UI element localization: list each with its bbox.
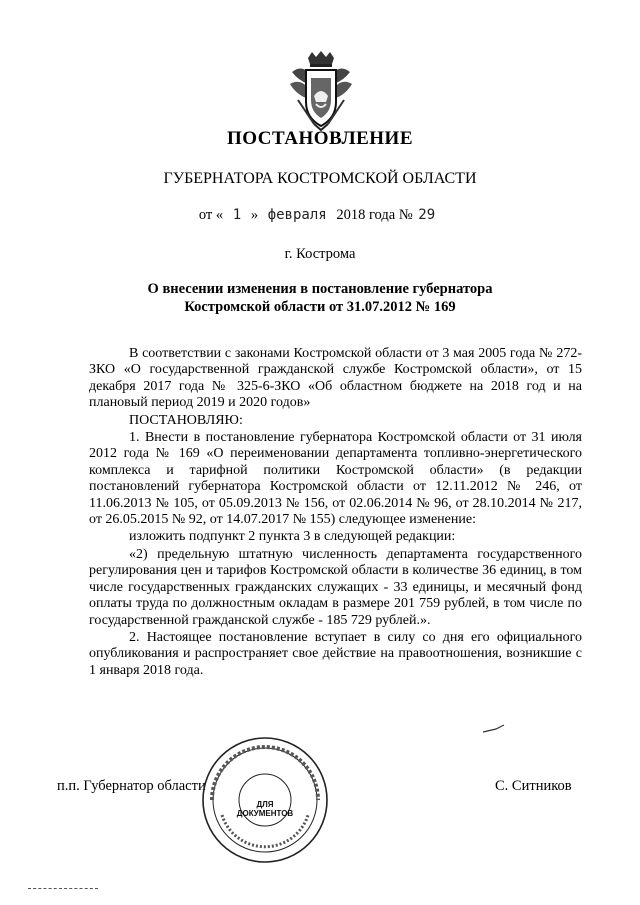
heading-line-2: Костромской области от 31.07.2012 № 169 [184, 299, 456, 315]
coat-of-arms-icon [288, 50, 354, 132]
handwritten-mark-icon [482, 724, 506, 734]
stamp-text: ДЛЯ ДОКУМЕНТОВ [236, 800, 294, 818]
document-subtitle: ГУБЕРНАТОРА КОСТРОМСКОЙ ОБЛАСТИ [163, 170, 477, 187]
paragraph-preamble: В соответствии с законами Костромской области от 3 мая 2005 года № 272-ЗКО «О государственной гражданской службе Костромской области», от 15 декабря 2017 года № 325-6-ЗКО «Об областном бюджете на 2018 год и на плановый период 2019 и 2020 годов» [89, 346, 582, 411]
date-day: 1 [232, 207, 242, 223]
date-year: 2018 года [336, 207, 396, 223]
paragraph-decree: ПОСТАНОВЛЯЮ: [129, 412, 243, 428]
paragraph-item-2: 2. Настоящее постановление вступает в силу со дня его официального опубликования и распространяет свое действие на правоотношения, возникшие с 1 января 2018 года. [89, 629, 582, 678]
document-city: г. Кострома [284, 246, 356, 262]
date-month: февраля [267, 207, 327, 223]
document-heading [120, 280, 520, 316]
document-number: 29 [418, 207, 436, 223]
document-date-line [0, 207, 640, 224]
signature-name: С. Ситников [495, 778, 572, 794]
signature-position: п.п. Губернатор области [57, 778, 206, 794]
date-quote-close: » [250, 207, 259, 223]
document-body [89, 346, 582, 679]
footer-divider [28, 888, 98, 889]
paragraph-instruction: изложить подпункт 2 пункта 3 в следующей редакции: [129, 529, 456, 545]
paragraph-subitem-2: «2) предельную штатную численность департамента государственного регулирования цен и тарифов Костромской области в количестве 36 единиц, в том числе государственных гражданских служащих - 33 единицы, и месячный фонд оплаты труда по должностным окладам в размере 201 759 рублей, в том числе по государственной гражданской службе - 185 729 рублей.». [89, 546, 582, 628]
paragraph-item-1: 1. Внести в постановление губернатора Костромской области от 31 июля 2012 года № 169 «О переименовании департамента топливно-энергетического комплекса и тарифной политики Костромской области» (в редакции постановлений губернатора Костромской области от 12.11.2012 № 246, от 11.06.2013 № 105, от 05.09.2013 № 156, от 02.06.2014 № 96, от 28.10.2014 № 217, от 26.05.2015 № 92, от 14.07.2017 № 155) следующее изменение: [89, 430, 582, 528]
heading-line-1: О внесении изменения в постановление губернатора [147, 281, 493, 297]
date-prefix: от « [198, 207, 224, 223]
document-title: ПОСТАНОВЛЕНИЕ [226, 128, 414, 149]
number-prefix: № [398, 207, 413, 223]
